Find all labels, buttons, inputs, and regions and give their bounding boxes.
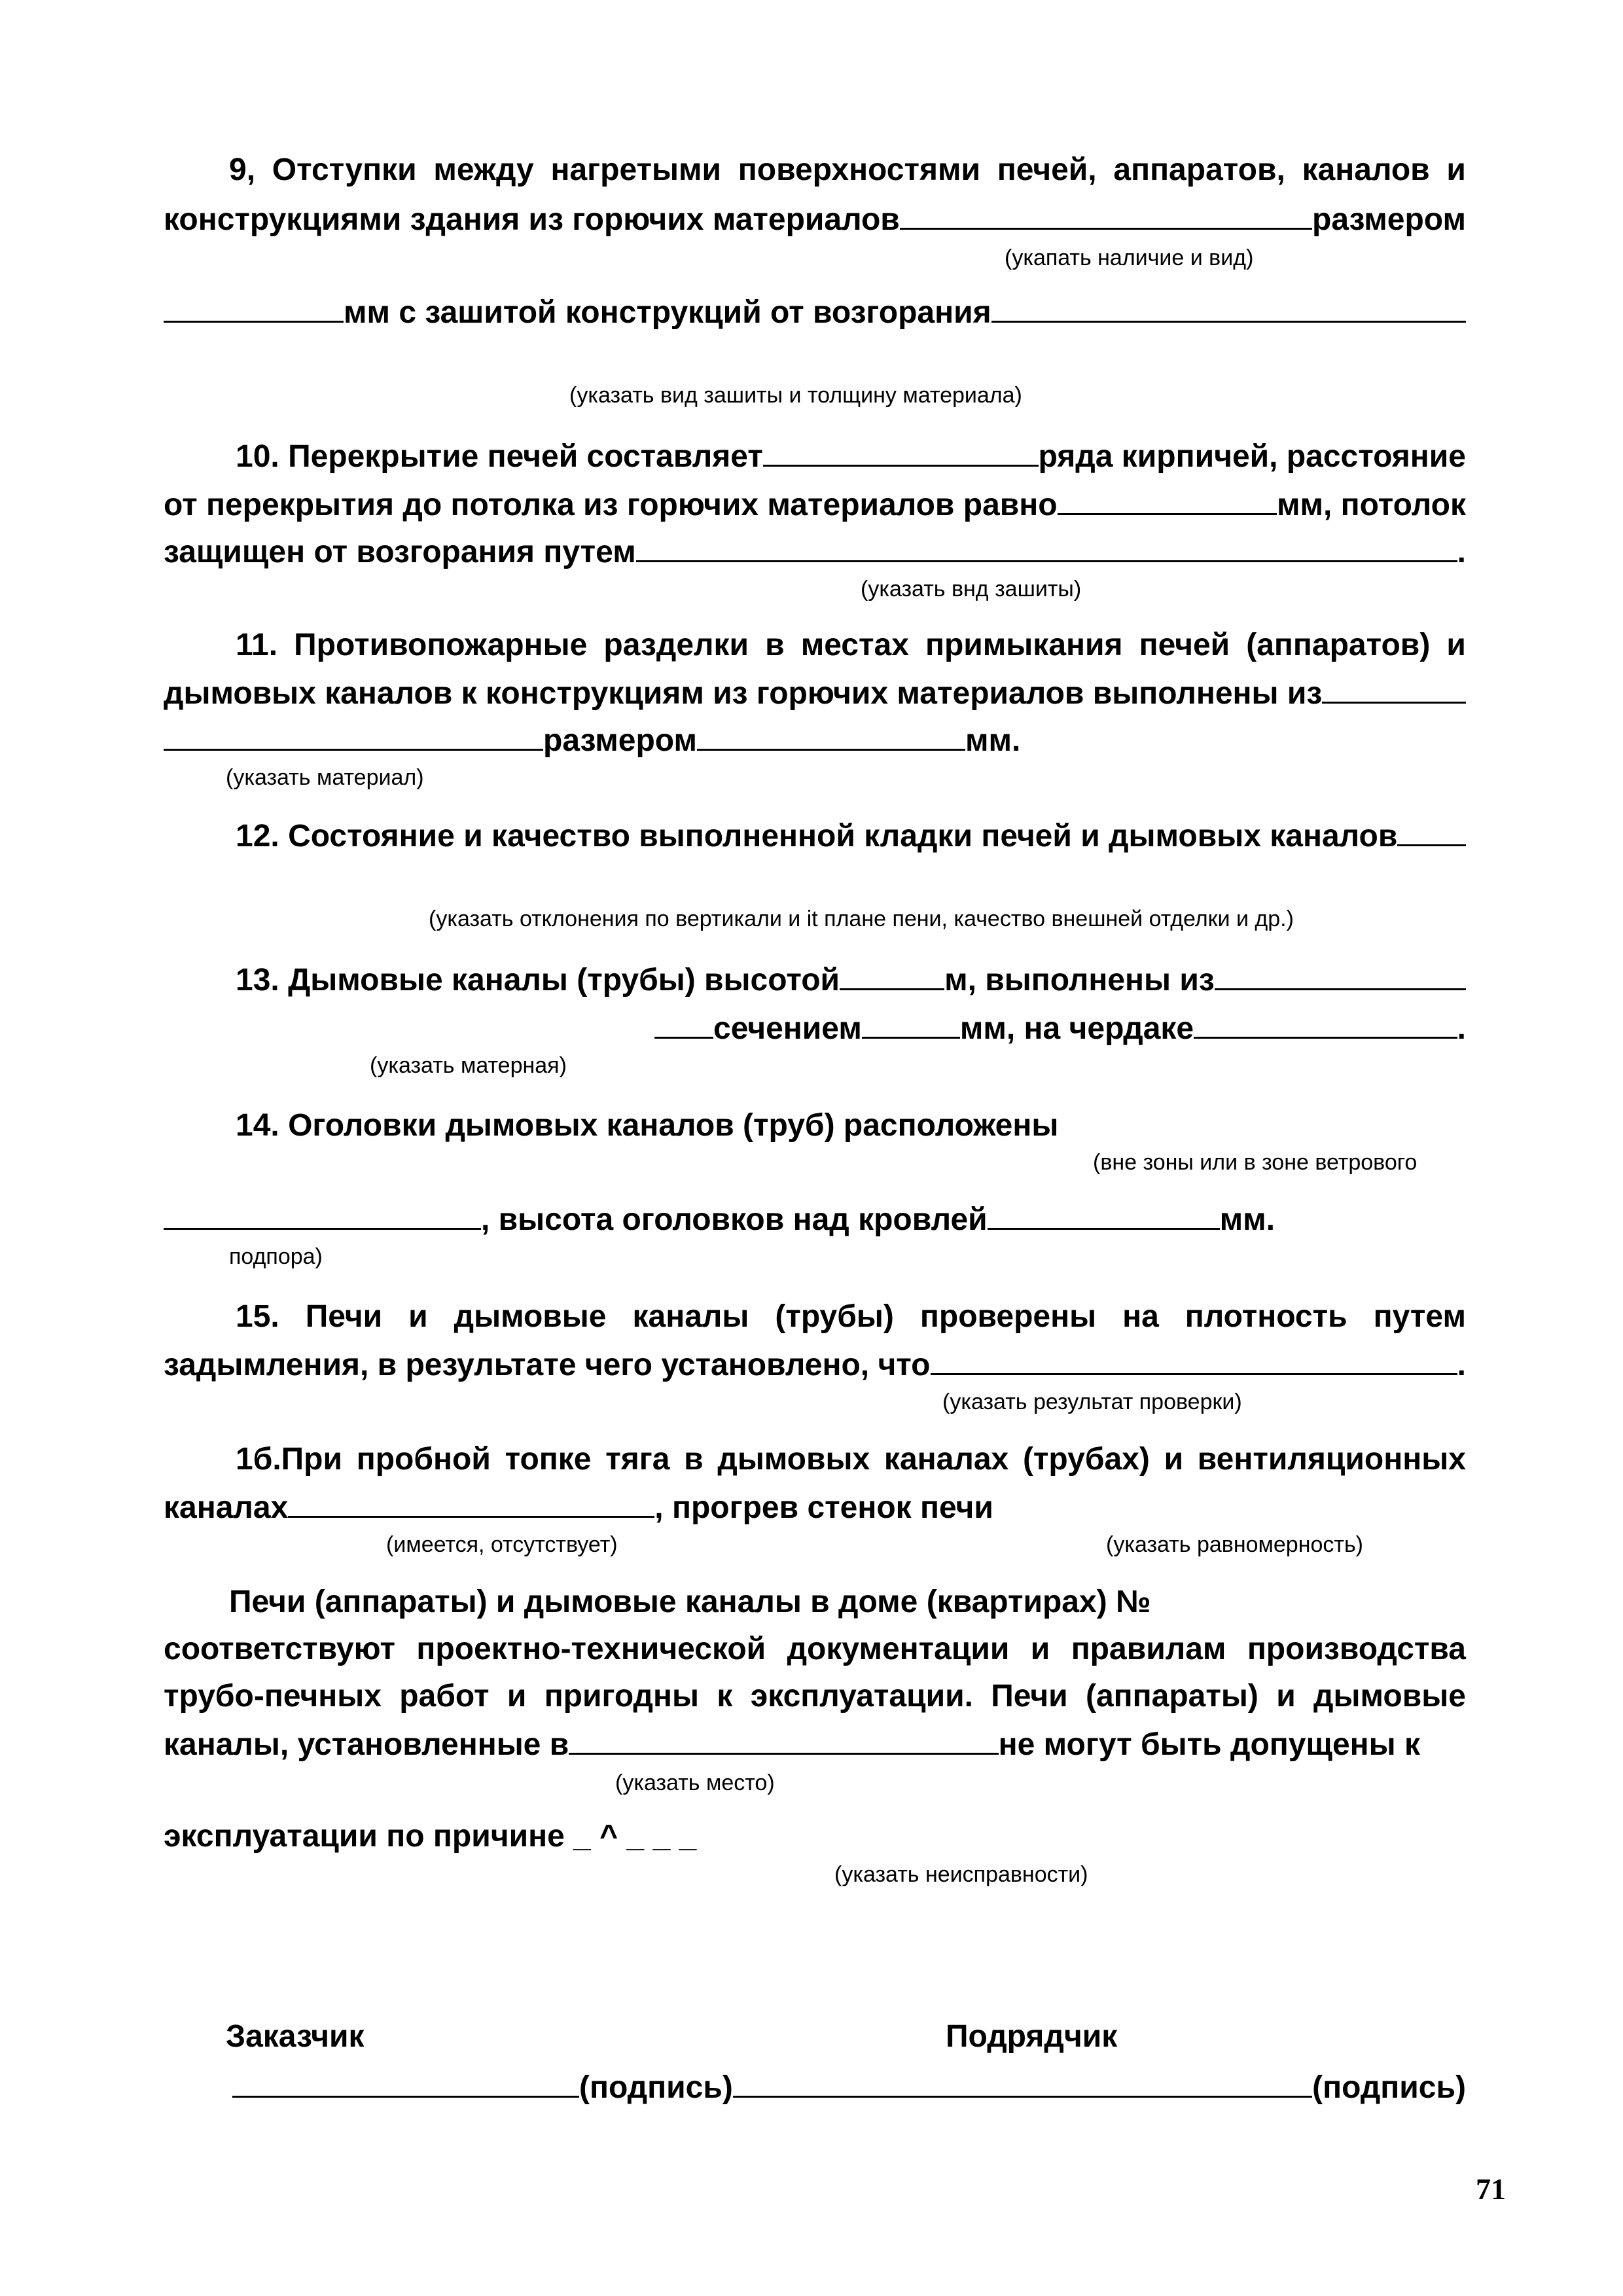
s9-protection-blank[interactable] — [991, 292, 1466, 323]
word: (аппаратов) — [1246, 628, 1431, 662]
word: аппаратов, — [1113, 152, 1285, 187]
s10-caption: (указать внд зашиты) — [861, 577, 1082, 601]
word: проектно-технической — [416, 1632, 766, 1666]
s16-line1 — [236, 1440, 1466, 1479]
s13-height-blank[interactable] — [840, 960, 944, 990]
s14-height-blank[interactable] — [988, 1199, 1220, 1230]
s14-line2: , высота оголовков над кровлей мм. — [164, 1199, 1466, 1240]
s16-draft-blank[interactable] — [288, 1487, 654, 1518]
word: дымовых — [717, 1442, 870, 1477]
concl-line5: эксплуатации по причине _ ^ _ _ _ — [164, 1819, 697, 1854]
s16-line2: каналах , прогрев стенок печи — [164, 1487, 1034, 1528]
word: и — [1446, 152, 1466, 187]
word: и — [1446, 628, 1466, 662]
word: Отступки — [272, 152, 417, 187]
concl-caption1: (указать место) — [615, 1770, 775, 1795]
concl-line2 — [164, 1630, 1466, 1669]
s14-caption1: (вне зоны или в зоне ветрового — [1093, 1150, 1418, 1175]
s10-rows-blank[interactable] — [763, 436, 1039, 467]
s13-section-blank[interactable] — [862, 1008, 960, 1039]
s9-line3: мм с зашитой конструкций от возгорания — [164, 292, 1466, 332]
word: каналах — [883, 1442, 1009, 1477]
contractor-signature-blank[interactable] — [733, 2067, 1312, 2098]
word: к — [717, 1679, 733, 1713]
word: дымовые — [454, 1299, 607, 1334]
s16-caption1: (имеется, отсутствует) — [386, 1532, 618, 1557]
s9-caption2: (указать вид зашиты и толщину материала) — [569, 383, 1022, 408]
s13-caption: (указать матерная) — [370, 1053, 567, 1078]
word: трубо-печных — [164, 1679, 382, 1713]
word: и — [507, 1679, 527, 1713]
word: соответствуют — [164, 1632, 395, 1666]
s15-caption: (указать результат проверки) — [942, 1390, 1242, 1414]
s10-line2: от перекрытия до потолка из горючих материалов равно мм, потолок — [164, 484, 1466, 525]
word: производства — [1247, 1632, 1466, 1666]
word: дымовые — [1313, 1679, 1466, 1713]
word: 11. — [236, 628, 278, 662]
s11-material-blank-2[interactable] — [164, 720, 543, 751]
word: между — [433, 152, 534, 187]
s14-line1: 14. Оголовки дымовых каналов (труб) расположены — [236, 1108, 1059, 1143]
contractor-label: Подрядчик — [946, 2019, 1118, 2054]
s11-line3: размером мм. — [164, 720, 1466, 761]
s10-method-blank[interactable] — [636, 531, 1457, 562]
customer-signature-blank[interactable] — [232, 2067, 579, 2098]
word: и — [1276, 1679, 1296, 1713]
s13-line1: 13. Дымовые каналы (трубы) высотой м, выполнены из — [236, 960, 1466, 1000]
s12-condition-blank[interactable] — [1397, 816, 1466, 846]
s15-line1 — [236, 1297, 1466, 1336]
word: работ — [399, 1679, 490, 1713]
word: печей, — [997, 152, 1097, 187]
s12-caption: (указать отклонения по вертикали и it плане пени, качество внешней отделки и др.) — [429, 906, 1294, 931]
s13-material-blank-2[interactable] — [654, 1008, 713, 1039]
word: Печи — [305, 1299, 383, 1334]
word: (аппараты) — [1086, 1679, 1258, 1713]
word: и — [1030, 1632, 1050, 1666]
word: пригодны — [544, 1679, 700, 1713]
s15-result-blank[interactable] — [931, 1344, 1457, 1375]
word: проверены — [919, 1299, 1097, 1334]
signature-line: (подпись) (подпись) — [232, 2067, 1466, 2108]
s9-line2: конструкциями здания из горючих материалов размером — [164, 199, 1466, 240]
s9-size-blank[interactable] — [164, 292, 344, 323]
concl-line4: каналы, установленные в не могут быть допущены к — [164, 1724, 1420, 1765]
s11-line1 — [236, 626, 1466, 665]
s9-caption1: (укапать наличие и вид) — [1005, 245, 1254, 270]
word: каналов — [1302, 152, 1430, 187]
customer-label: Заказчик — [226, 2019, 365, 2054]
s9-line1 — [229, 151, 1466, 190]
s9-material-blank[interactable] — [900, 199, 1312, 230]
word: вентиляционных — [1197, 1442, 1466, 1477]
s13-line2: сечением мм, на чердаке . — [654, 1008, 1466, 1049]
page-number: 71 — [1476, 2172, 1506, 2206]
word: Печи — [991, 1679, 1068, 1713]
word: примыкания — [925, 628, 1123, 662]
word: Противопожарные — [294, 628, 588, 662]
word: 1б.При — [236, 1442, 343, 1477]
word: пробной — [356, 1442, 491, 1477]
concl-line3 — [164, 1677, 1466, 1716]
s12-line1: 12. Состояние и качество выполненной кладки печей и дымовых каналов — [236, 816, 1466, 856]
word: тяга — [605, 1442, 670, 1477]
word: путем — [1373, 1299, 1466, 1334]
word: эксплуатации. — [750, 1679, 973, 1713]
s10-line3: защищен от возгорания путем . — [164, 531, 1466, 572]
s14-caption2: подпора) — [229, 1244, 323, 1269]
word: топке — [505, 1442, 592, 1477]
concl-place-blank[interactable] — [569, 1724, 998, 1755]
word: плотность — [1185, 1299, 1347, 1334]
s15-line2: задымления, в результате чего установлено, что . — [164, 1344, 1466, 1385]
word: 15. — [236, 1299, 279, 1334]
s13-attic-blank[interactable] — [1194, 1008, 1457, 1039]
s10-line1: 10. Перекрытие печей составляет ряда кирпичей, расстояние — [236, 436, 1466, 476]
word: и — [1164, 1442, 1184, 1477]
word: 9, — [229, 152, 256, 187]
word: каналы — [632, 1299, 749, 1334]
s13-material-blank[interactable] — [1215, 960, 1466, 990]
word: печей — [1139, 628, 1230, 662]
word: правилам — [1071, 1632, 1226, 1666]
word: разделки — [603, 628, 749, 662]
s14-zone-blank[interactable] — [164, 1199, 481, 1230]
s10-distance-blank[interactable] — [1058, 484, 1277, 515]
word: нагретыми — [550, 152, 722, 187]
word: на — [1122, 1299, 1159, 1334]
word: местах — [800, 628, 909, 662]
word: в — [765, 628, 785, 662]
word: (трубах) — [1022, 1442, 1150, 1477]
word: в — [684, 1442, 704, 1477]
s16-caption2: (указать равномерность) — [1106, 1532, 1364, 1557]
s11-size-blank[interactable] — [697, 720, 965, 751]
word: и — [408, 1299, 428, 1334]
concl-line1: Печи (аппараты) и дымовые каналы в доме (квартирах) № — [229, 1585, 1151, 1619]
s11-line2: дымовых каналов к конструкциям из горючих материалов выполнены из — [164, 673, 1466, 713]
s11-material-blank-1[interactable] — [1322, 673, 1466, 704]
word: поверхностями — [738, 152, 980, 187]
word: документации — [787, 1632, 1010, 1666]
word: (трубы) — [775, 1299, 894, 1334]
concl-caption2: (указать неисправности) — [834, 1862, 1088, 1887]
s11-caption: (указать материал) — [226, 765, 424, 790]
